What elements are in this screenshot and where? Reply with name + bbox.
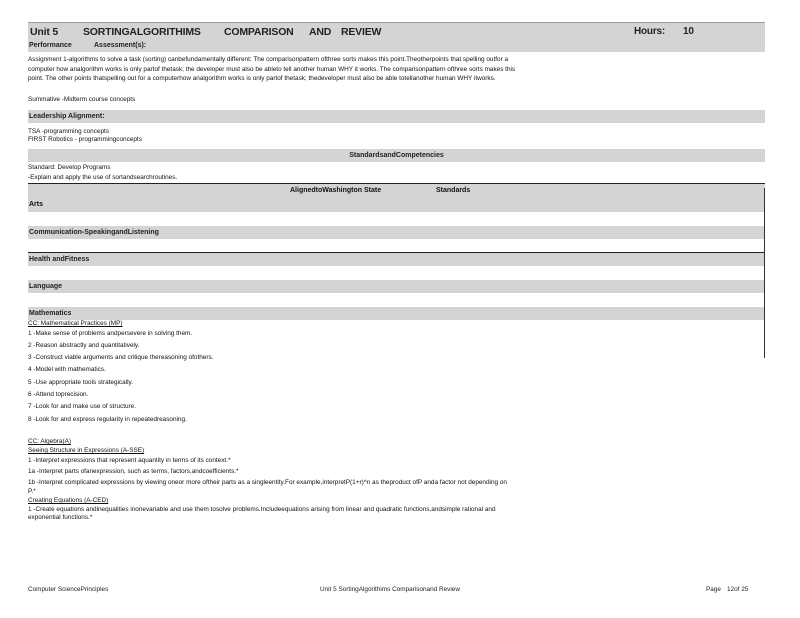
unit-title-bar	[28, 22, 765, 40]
list-item: 4 -Model with mathematics.	[28, 366, 106, 374]
arts-label: Arts	[29, 201, 44, 208]
text-line: Standard: Develop Programs	[28, 164, 111, 171]
title-word: SORTINGALGORITHIMS	[83, 26, 201, 38]
text-line: FIRST Robotics - programmingconcepts	[28, 136, 142, 143]
performance-label: Performance	[29, 42, 72, 49]
communication-bar	[28, 226, 765, 239]
mathematics-body	[28, 320, 765, 522]
text-line: point. The other points thatspelling out for a computerhow analgorithm works is only partof thetask; thedeveloper must also be able totellanother human WHY itworks.	[28, 75, 496, 82]
list-item: 6 -Attend toprecision.	[28, 390, 89, 398]
standards-body	[28, 162, 765, 183]
page-footer	[28, 586, 765, 596]
text-line: Assignment 1-algorithms to solve a task (sorting) canbefundamentally different: The comparisonpattern ofthree sorts makes this point.Theotherpoints that spelling outfor a	[28, 56, 509, 63]
standards-bar	[28, 149, 765, 162]
performance-body	[28, 52, 765, 110]
footer-course: Computer SciencePrinciples	[28, 586, 109, 593]
communication-label: Communication-SpeakingandListening	[29, 229, 159, 236]
language-label: Language	[29, 283, 63, 290]
document-page	[28, 22, 765, 522]
language-bar	[28, 280, 765, 293]
leadership-bar	[28, 110, 765, 123]
health-label: Health andFitness	[29, 256, 90, 263]
list-item: 1 -Interpret expressions that represent aquantity in terms of its context.*	[28, 456, 231, 464]
title-word: COMPARISON	[224, 26, 294, 38]
footer-page-number: 12of 25	[727, 586, 749, 593]
performance-bar	[28, 40, 765, 52]
text-line: computer how analgorithm works is only partof thetask; the developer must also be ableto tell another human WHY it works. The comparisonpattern ofthree sorts makes this	[28, 65, 516, 73]
mathematics-label: Mathematics	[29, 310, 72, 317]
footer-page-label: Page	[706, 586, 721, 593]
sse-heading: Seeing Structure in Expressions (A-SSE)	[28, 447, 145, 455]
list-item: 1a -Interpret parts ofanexpression, such as terms, factors,andcoefficients.*	[28, 467, 239, 475]
assessment-label: Assessment(s):	[94, 42, 147, 49]
list-item: 2 -Reason abstractly and quantitatively.	[28, 341, 140, 349]
leadership-body	[28, 123, 765, 149]
title-word: REVIEW	[341, 26, 382, 38]
practices-heading: CC: Mathematical Practices (MP)	[28, 320, 123, 327]
list-item: 1b -Interpret complicated expressions by viewing oneor more oftheir parts as a singleentity.For example,interpretP(1+r)^n as theproduct ofP anda factor not depending on	[28, 478, 507, 486]
text-line: -Explain and apply the use of sortandsearchroutines.	[28, 173, 178, 181]
aligned-heading-standards: Standards	[436, 187, 471, 194]
list-item: 7 -Look for and make use of structure.	[28, 403, 136, 411]
ced-heading: Creating Equations (A-CED)	[28, 496, 109, 504]
title-word: AND	[309, 26, 332, 38]
algebra-heading: CC: Algebra(A)	[28, 437, 71, 445]
text-line: TSA -programming concepts	[28, 128, 109, 135]
health-bar	[28, 253, 765, 266]
footer-unit: Unit 5 SortingAlgorithims Comparisonand Review	[320, 586, 460, 593]
list-item: P.*	[28, 487, 36, 495]
leadership-label: Leadership Alignment:	[29, 113, 105, 120]
hours-value: 10	[683, 26, 694, 37]
list-item: 1 -Create equations andinequalities inonevariable and use them tosolve problems.Includeequations arising from linear and quadratic functions,andsimple rational and	[28, 506, 496, 514]
list-item: 5 -Use appropriate tools strategically.	[28, 378, 134, 386]
list-item: exponential functions.*	[28, 514, 93, 522]
summative-line: Summative -Midterm course concepts	[28, 95, 136, 103]
list-item: 3 -Construct viable arguments and critique thereasoning ofothers.	[28, 354, 214, 362]
list-item: 8 -Look for and express regularity in repeatedreasoning.	[28, 415, 187, 423]
aligned-heading: AlignedtoWashington State	[290, 187, 382, 194]
mathematics-bar	[28, 307, 765, 320]
unit-number: Unit 5	[30, 26, 58, 38]
hours-label: Hours:	[634, 26, 666, 37]
list-item: 1 -Make sense of problems andpersevere in solving them.	[28, 329, 193, 337]
standards-heading: StandardsandCompetencies	[349, 152, 444, 159]
aligned-bar	[28, 183, 765, 212]
page-border-line	[764, 188, 765, 358]
